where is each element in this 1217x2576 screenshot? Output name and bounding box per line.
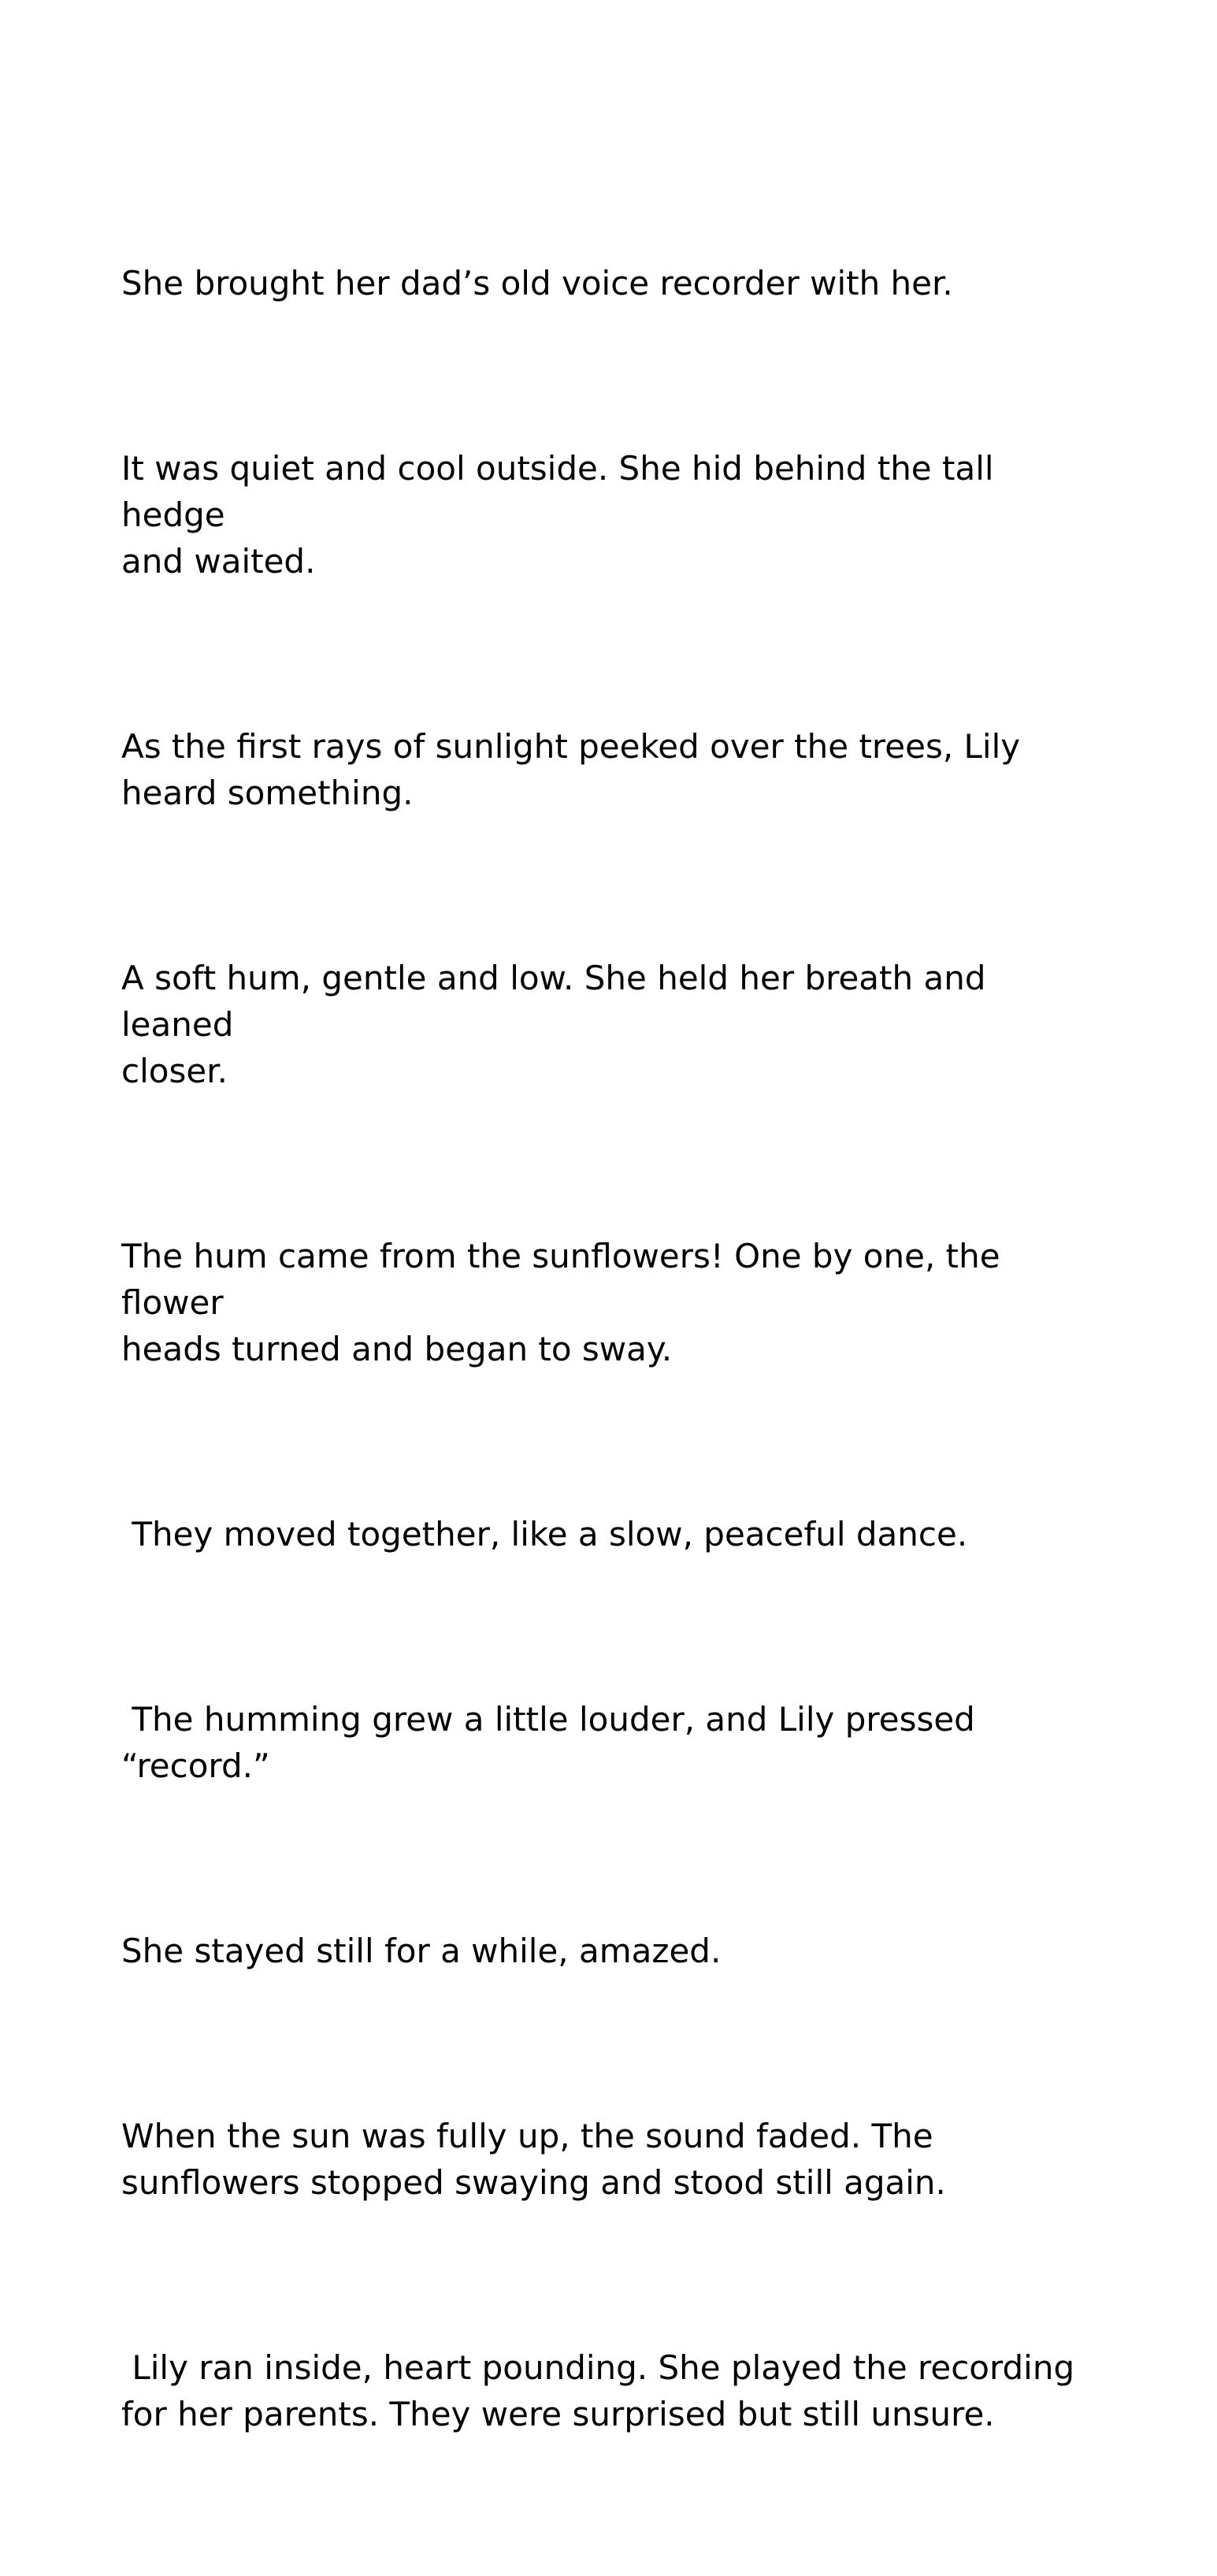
story-text [121,167,1098,2576]
paragraph-7: The humming grew a little louder, and Lily pressed “record.” [121,1700,975,1785]
paragraph-4: A soft hum, gentle and low. She held her breath and leaned closer. [121,959,986,1090]
paragraph-8: She stayed still for a while, amazed. [121,1932,722,1970]
paragraph-6: They moved together, like a slow, peaceful dance. [121,1515,968,1553]
paragraph-5: The hum came from the sunflowers! One by one, the flower heads turned and began to sway. [121,1237,1000,1368]
paragraph-9: When the sun was fully up, the sound faded. The sunflowers stopped swaying and stood still again. [121,2117,946,2202]
paragraph-3: As the first rays of sunlight peeked over the trees, Lily heard something. [121,727,1021,812]
paragraph-1: She brought her dad’s old voice recorder with her. [121,264,953,303]
paragraph-10: Lily ran inside, heart pounding. She played the recording for her parents. They were surprised but still unsure. [121,2348,1075,2433]
paragraph-2: It was quiet and cool outside. She hid behind the tall hedge and waited. [121,449,994,581]
